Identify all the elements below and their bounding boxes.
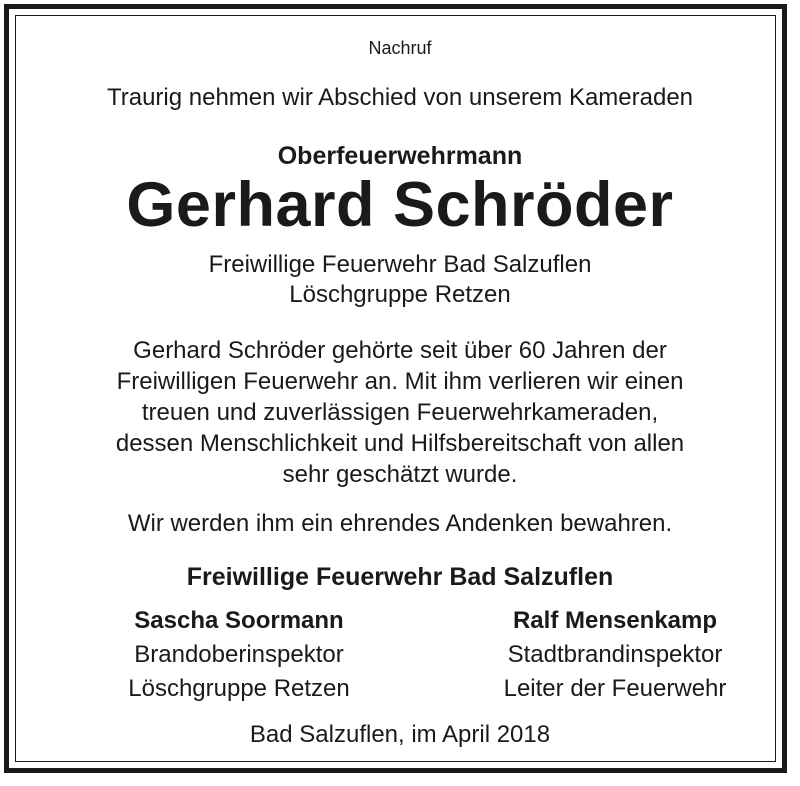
signatory-title: Brandoberinspektor — [134, 641, 344, 668]
body-text — [0, 335, 800, 490]
body-line: sehr geschätzt wurde. — [282, 461, 518, 488]
unit-block — [0, 250, 800, 310]
closing-text: Wir werden ihm ein ehrendes Andenken bewahren. — [127, 510, 673, 537]
signatory-name: Ralf Mensenkamp — [512, 607, 718, 634]
unit-line: Freiwillige Feuerwehr Bad Salzuflen — [208, 251, 592, 278]
organization-name: Freiwillige Feuerwehr Bad Salzuflen — [186, 563, 614, 591]
deceased-name: Gerhard Schröder — [126, 170, 674, 240]
body-line: treuen und zuverlässigen Feuerwehrkameraden, — [141, 399, 659, 426]
signatory-role: Leiter der Feuerwehr — [503, 675, 727, 702]
signatory-name: Sascha Soormann — [134, 607, 344, 634]
intro-text: Traurig nehmen wir Abschied von unserem Kameraden — [106, 84, 694, 111]
signatory-left — [108, 604, 370, 706]
body-line: dessen Menschlichkeit und Hilfsbereitschaft von allen — [115, 430, 685, 457]
signatory-title: Stadtbrandinspektor — [507, 641, 723, 668]
body-line: Freiwilligen Feuerwehr an. Mit ihm verlieren wir einen — [116, 368, 684, 395]
signatory-right — [480, 604, 750, 706]
unit-line: Löschgruppe Retzen — [289, 281, 511, 308]
signatory-role: Löschgruppe Retzen — [128, 675, 350, 702]
body-line: Gerhard Schröder gehörte seit über 60 Jahren der — [133, 337, 667, 364]
deceased-rank: Oberfeuerwehrmann — [277, 142, 523, 170]
notice-kind: Nachruf — [368, 38, 432, 58]
place-date: Bad Salzuflen, im April 2018 — [249, 721, 551, 748]
